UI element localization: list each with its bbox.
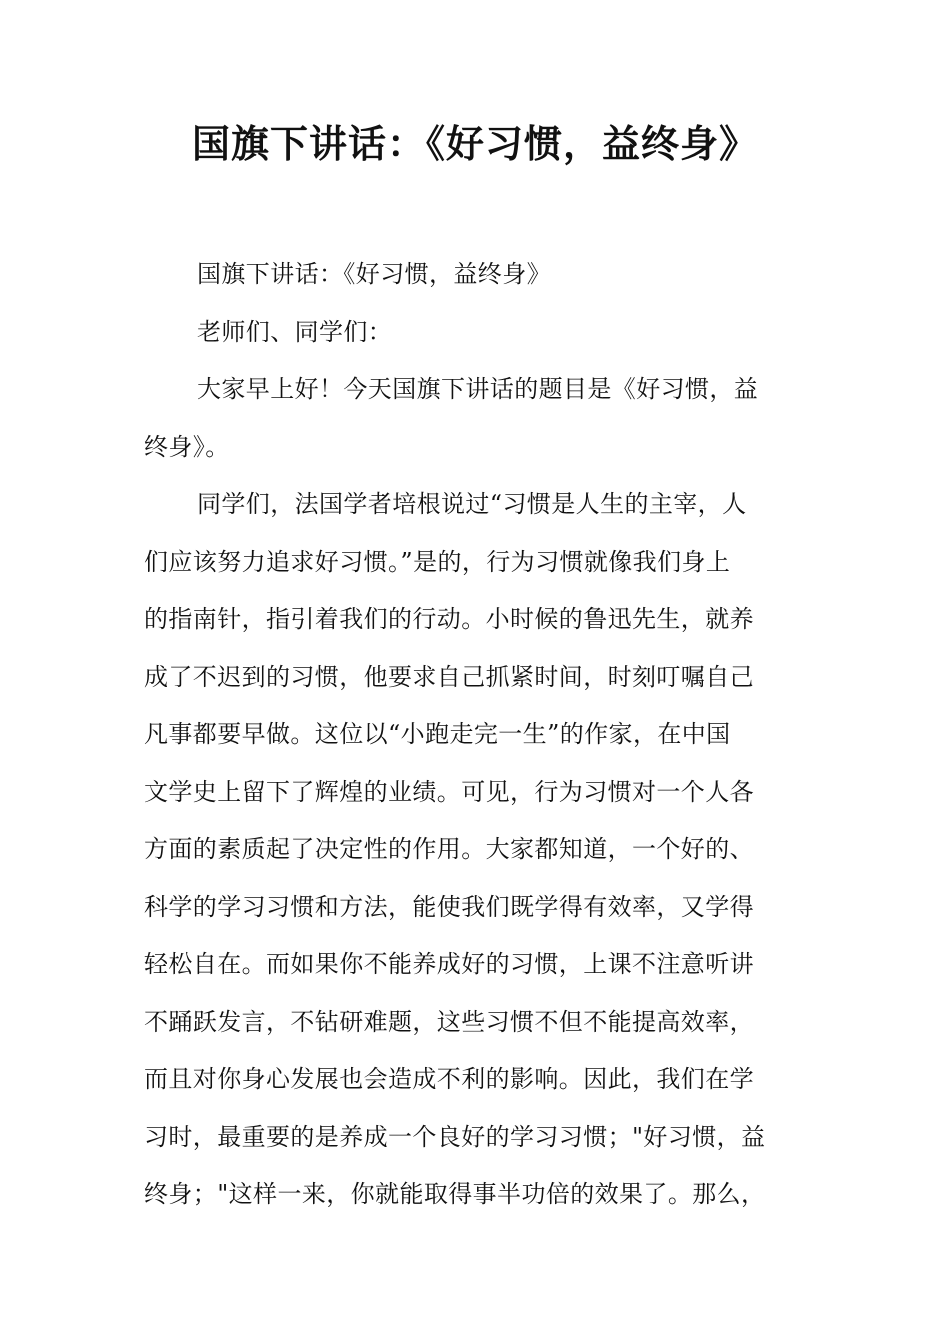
body-line: 习时，最重要的是养成一个良好的学习习惯；"好习惯，益 xyxy=(144,1122,766,1151)
body-line: 成了不迟到的习惯，他要求自己抓紧时间，时刻叮嘱自己 xyxy=(144,662,754,691)
body-line-heading: 国旗下讲话：《好习惯，益终身》 xyxy=(197,260,551,288)
body-line: 终身》。 xyxy=(144,432,230,461)
body-line: 大家早上好！今天国旗下讲话的题目是《好习惯，益 xyxy=(197,375,759,403)
body-line: 同学们，法国学者培根说过“习惯是人生的主宰，人 xyxy=(197,490,747,518)
body-line: 方面的素质起了决定性的作用。大家都知道，一个好的、 xyxy=(144,835,754,863)
body-line: 们应该努力追求好习惯。”是的，行为习惯就像我们身上 xyxy=(144,547,731,576)
document-title: 国旗下讲话：《好习惯，益终身》 xyxy=(191,121,758,166)
body-line: 文学史上留下了辉煌的业绩。可见，行为习惯对一个人各 xyxy=(144,777,754,806)
body-line: 终身；"这样一来，你就能取得事半功倍的效果了。那么， xyxy=(144,1180,766,1208)
body-line: 轻松自在。而如果你不能养成好的习惯，上课不注意听讲 xyxy=(144,950,754,978)
body-line: 而且对你身心发展也会造成不利的影响。因此，我们在学 xyxy=(144,1065,754,1093)
body-line: 的指南针，指引着我们的行动。小时候的鲁迅先生，就养 xyxy=(144,605,754,633)
body-line-greeting: 老师们、同学们： xyxy=(197,317,393,346)
document-body xyxy=(144,246,808,1224)
body-line: 科学的学习习惯和方法，能使我们既学得有效率，又学得 xyxy=(144,892,754,921)
body-line: 凡事都要早做。这位以“小跑走完一生”的作家，在中国 xyxy=(144,720,731,748)
body-line: 不踊跃发言，不钻研难题，这些习惯不但不能提高效率， xyxy=(144,1007,754,1036)
